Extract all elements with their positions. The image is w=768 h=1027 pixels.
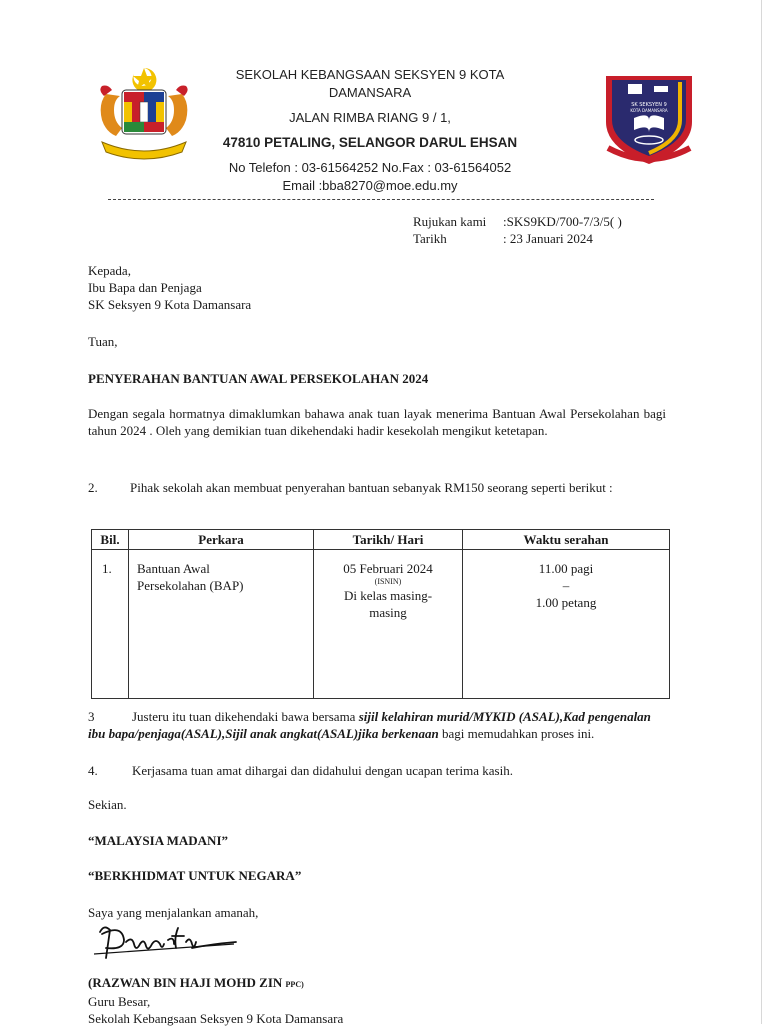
paragraph-3-emphasis: sijil kelahiran murid/MYKID (ASAL),Kad pengenalan ibu bapa/penjaga(ASAL),Sijil anak angkat(ASAL)jika berkenaan xyxy=(88,709,651,741)
school-name: SEKOLAH KEBANGSAAN SEKSYEN 9 KOTA DAMANSARA xyxy=(235,67,505,100)
paragraph-3-start: Justeru itu tuan dikehendaki bawa bersama xyxy=(132,709,359,724)
row-item xyxy=(129,550,314,699)
time-separator: – xyxy=(562,578,570,593)
item-line-2: Persekolahan (BAP) xyxy=(137,578,244,593)
row-number: 1. xyxy=(92,550,129,699)
address-line-2: 47810 PETALING, SELANGOR DARUL EHSAN xyxy=(222,135,518,150)
header-divider xyxy=(108,199,654,200)
subject-heading: PENYERAHAN BANTUAN AWAL PERSEKOLAHAN 2024 xyxy=(88,371,429,386)
header-tarikh: Tarikh/ Hari xyxy=(314,530,463,550)
header-perkara: Perkara xyxy=(129,530,314,550)
table-header-row xyxy=(92,530,670,550)
table-row xyxy=(92,550,670,699)
address-line-1: JALAN RIMBA RIANG 9 / 1, xyxy=(289,110,451,125)
place-line-2: masing xyxy=(369,605,407,620)
row-time xyxy=(463,550,670,699)
recipient-to: Kepada, xyxy=(88,263,131,278)
reference-block xyxy=(413,213,622,247)
motto-malaysia-madani: “MALAYSIA MADANI” xyxy=(88,833,229,848)
school-logo-icon xyxy=(600,68,698,168)
item-line-1: Bantuan Awal xyxy=(137,561,210,576)
closing-sekian: Sekian. xyxy=(88,797,127,812)
contact-numbers: No Telefon : 03-61564252 No.Fax : 03-61564052 xyxy=(228,160,512,175)
time-end: 1.00 petang xyxy=(535,595,597,610)
signatory-name: (RAZWAN BIN HAJI MOHD ZIN xyxy=(88,975,283,990)
paragraph-2 xyxy=(88,479,666,496)
date-value: : 23 Januari 2024 xyxy=(503,231,593,246)
closing-trust: Saya yang menjalankan amanah, xyxy=(88,905,259,920)
place-line-1: Di kelas masing- xyxy=(343,588,433,603)
signatory-suffix: PPC) xyxy=(285,980,304,989)
paragraph-3 xyxy=(88,708,666,742)
date-text: 05 Februari 2024 xyxy=(343,561,433,576)
greeting: Tuan, xyxy=(88,334,118,349)
signature-icon xyxy=(92,920,242,972)
paragraph-4-text: Kerjasama tuan amat dihargai dan didahului dengan ucapan terima kasih. xyxy=(132,763,513,778)
email-address: Email :bba8270@moe.edu.my xyxy=(282,178,458,193)
paragraph-3-number: 3 xyxy=(88,709,95,724)
logo-text-top: SK SEKSYEN 9 xyxy=(631,102,667,108)
header-bil: Bil. xyxy=(92,530,129,550)
motto-berkhidmat: “BERKHIDMAT UNTUK NEGARA” xyxy=(88,868,302,883)
paragraph-1: Dengan segala hormatnya dimaklumkan bahawa anak tuan layak menerima Bantuan Awal Persekolahan bagi tahun 2024 . Oleh yang demikian tuan dikehendaki hadir kesekolah mengikut ketetapan. xyxy=(88,406,666,438)
time-start: 11.00 pagi xyxy=(538,561,594,576)
paragraph-2-text: Pihak sekolah akan membuat penyerahan bantuan sebanyak RM150 seorang seperti berikut : xyxy=(130,480,613,495)
row-date xyxy=(314,550,463,699)
header-waktu: Waktu serahan xyxy=(463,530,670,550)
signatory-title: Guru Besar, xyxy=(88,994,151,1009)
page-edge xyxy=(761,0,762,1024)
paragraph-4-number: 4. xyxy=(88,763,98,778)
recipient-line-2: SK Seksyen 9 Kota Damansara xyxy=(88,297,252,312)
logo-text-bottom: KOTA DAMANSARA xyxy=(630,108,668,113)
paragraph-2-number: 2. xyxy=(88,480,98,495)
signatory-org: Sekolah Kebangsaan Seksyen 9 Kota Damansara xyxy=(88,1011,344,1026)
day-text: (ISNIN) xyxy=(374,577,402,586)
handover-table xyxy=(91,529,670,699)
paragraph-3-end: bagi memudahkan proses ini. xyxy=(438,726,595,741)
letterhead xyxy=(210,66,530,195)
date-label: Tarikh xyxy=(413,231,447,246)
ref-value: :SKS9KD/700-7/3/5( ) xyxy=(503,214,622,229)
signature-block xyxy=(88,974,666,1027)
recipient-block xyxy=(88,262,666,313)
coat-of-arms-icon xyxy=(84,64,204,164)
paragraph-4 xyxy=(88,762,666,779)
recipient-line-1: Ibu Bapa dan Penjaga xyxy=(88,280,202,295)
ref-label: Rujukan kami xyxy=(413,214,487,229)
